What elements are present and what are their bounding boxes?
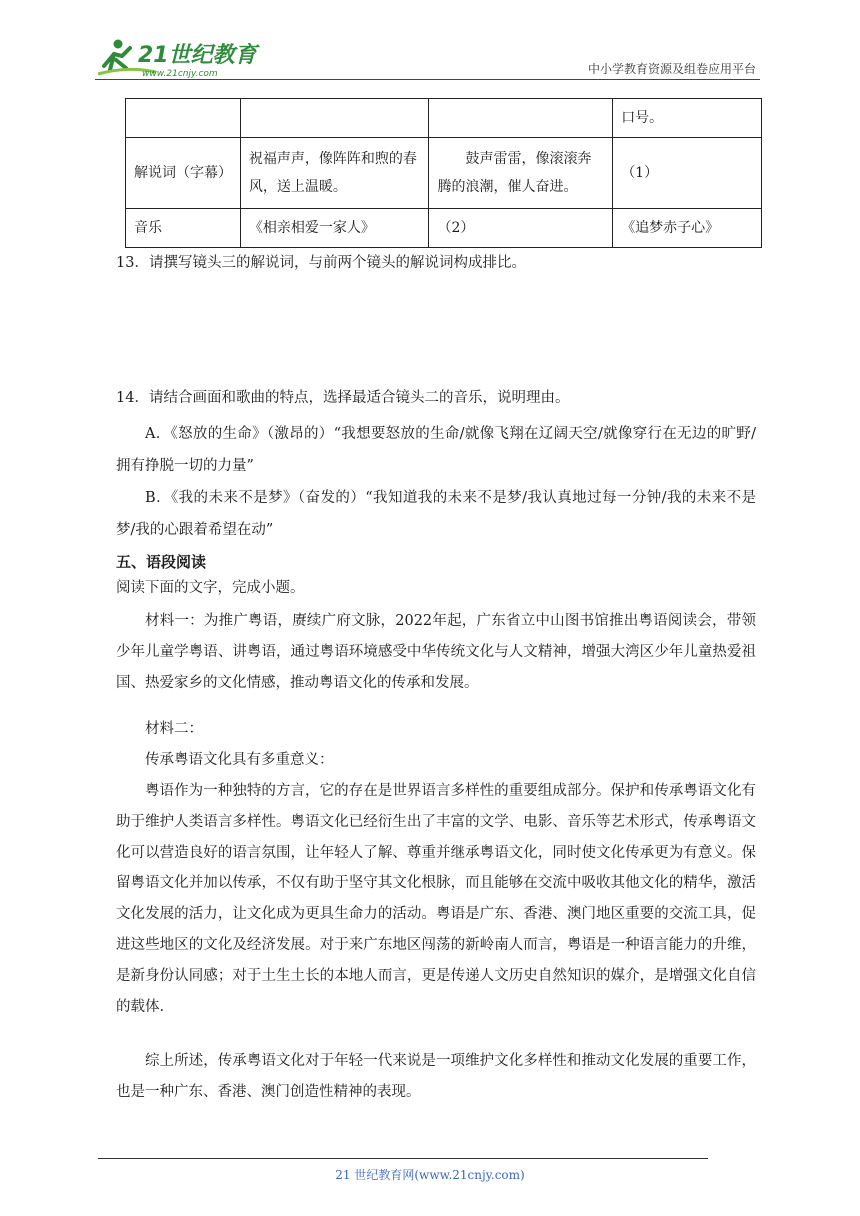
logo-text: 21世纪教育 — [138, 43, 257, 68]
material-two-lead: 传承粤语文化具有多重意义： — [145, 752, 334, 768]
logo — [96, 36, 266, 80]
question-14-option-a: A．《怒放的生命》（激昂的）“我想要怒放的生命/就像飞翔在辽阔天空/就像穿行在无边的旷野/拥有挣脱一切的力量” — [116, 426, 756, 474]
table-row — [126, 99, 762, 138]
table-cell — [429, 99, 613, 138]
footer-link[interactable]: 21 世纪教育网(www.21cnjy.com) — [335, 1168, 525, 1182]
table-cell: （2） — [429, 209, 613, 248]
table-cell — [240, 99, 429, 138]
table-row — [126, 138, 762, 209]
table-cell: 《追梦赤子心》 — [613, 209, 762, 248]
material-two-label: 材料二： — [145, 721, 203, 737]
logo-subtext: www.21cnjy.com — [142, 69, 218, 79]
table-cell: 口号。 — [613, 99, 762, 138]
question-14-option-b: B．《我的未来不是梦》（奋发的）“我知道我的未来不是梦/我认真地过每一分钟/我的未来不是梦/我的心跟着希望在动” — [116, 490, 756, 538]
platform-name: 中小学教育资源及组卷应用平台 — [587, 62, 756, 76]
material-one: 材料一：为推广粤语，赓续广府文脉，2022年起，广东省立中山图书馆推出粤语阅读会，带领少年儿童学粤语、讲粤语，通过粤语环境感受中华传统文化与人文精神，增强大湾区少年儿童热爱祖国、热爱家乡的文化情感，推动粤语文化的传承和发展。 — [116, 613, 756, 691]
section-title: 五、语段阅读 — [116, 553, 207, 571]
question-13: 13．请撰写镜头三的解说词，与前两个镜头的解说词构成排比。 — [116, 255, 526, 271]
table-cell: 音乐 — [126, 209, 241, 248]
table-row — [126, 209, 762, 248]
table-cell: 祝福声声，像阵阵和煦的春风，送上温暖。 — [240, 138, 429, 209]
table-cell: 《相亲相爱一家人》 — [240, 209, 429, 248]
runner-logo-icon — [96, 36, 266, 80]
page-header — [0, 0, 860, 82]
summary-paragraph: 综上所述，传承粤语文化对于年轻一代来说是一项维护文化多样性和推动文化发展的重要工作，也是一种广东、香港、澳门创造性精神的表现。 — [116, 1053, 756, 1100]
footer-divider — [98, 1158, 708, 1159]
table-cell: （1） — [613, 138, 762, 209]
table-cell: 解说词（字幕） — [126, 138, 241, 209]
reading-intro: 阅读下面的文字，完成小题。 — [116, 580, 305, 596]
shots-table — [125, 98, 762, 248]
table-cell: 鼓声雷雷，像滚滚奔腾的浪潮，催人奋进。 — [429, 138, 613, 209]
question-14-stem: 14．请结合画面和歌曲的特点，选择最适合镜头二的音乐，说明理由。 — [116, 390, 570, 406]
header-divider — [95, 79, 760, 80]
material-two-body: 粤语作为一种独特的方言，它的存在是世界语言多样性的重要组成部分。保护和传承粤语文化有助于维护人类语言多样性。粤语文化已经衍生出了丰富的文学、电影、音乐等艺术形式，传承粤语文化可以营造良好的语言氛围，让年轻人了解、尊重并继承粤语文化，同时使文化传承更为有意义。保留粤语文化并加以传承，不仅有助于坚守其文化根脉，而且能够在交流中吸收其他文化的精华，激活文化发展的活力，让文化成为更具生命力的活动。粤语是广东、香港、澳门地区重要的交流工具，促进这些地区的文化及经济发展。对于来广东地区闯荡的新岭南人而言，粤语是一种语言能力的升维，是新身份认同感；对于土生土长的本地人而言，更是传递人文历史自然知识的媒介，是增强文化自信的载体. — [116, 783, 756, 1015]
table-cell — [126, 99, 241, 138]
